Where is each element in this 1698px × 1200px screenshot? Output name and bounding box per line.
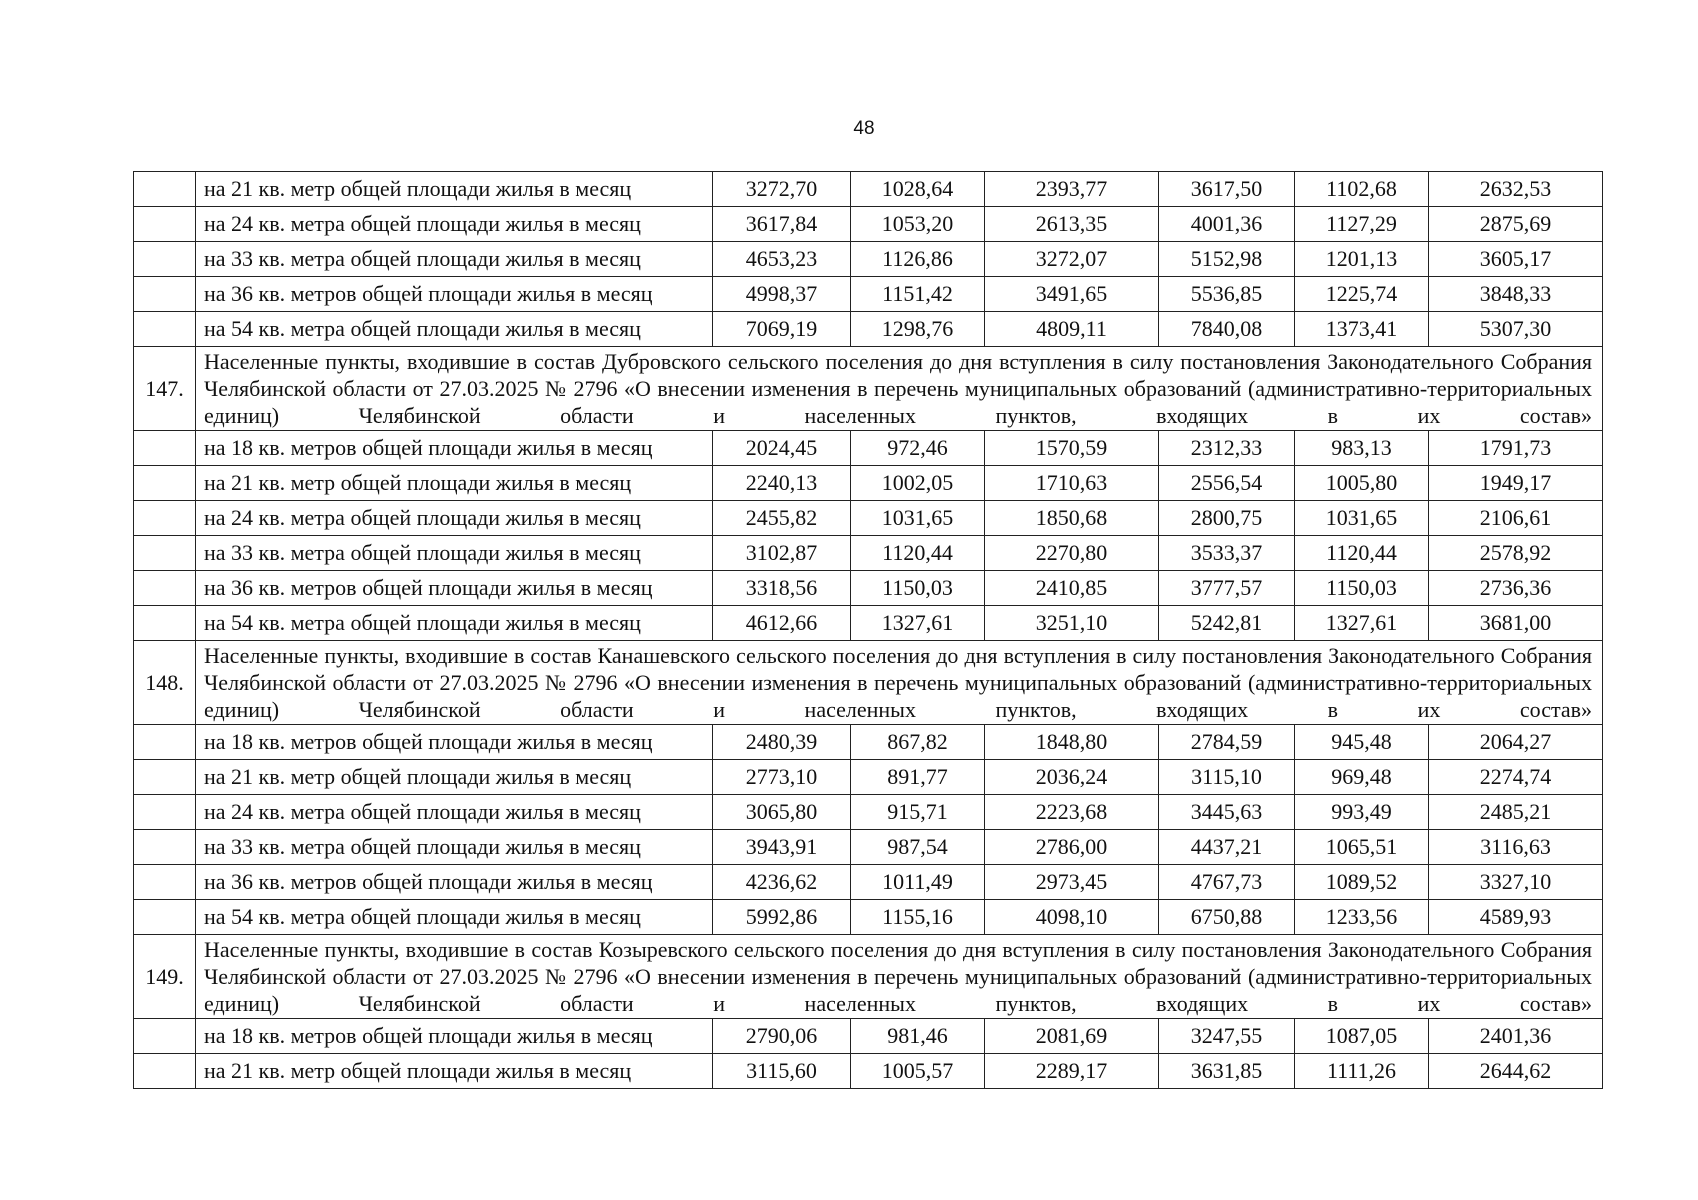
- table-row: [134, 242, 1603, 277]
- rates-table-body: [134, 172, 1603, 1089]
- row-label: на 18 кв. метров общей площади жилья в месяц: [196, 1019, 713, 1054]
- row-label: на 54 кв. метра общей площади жилья в месяц: [196, 900, 713, 935]
- row-label: на 24 кв. метра общей площади жилья в месяц: [196, 795, 713, 830]
- row-label: на 21 кв. метр общей площади жилья в месяц: [196, 466, 713, 501]
- value-cell: 2106,61: [1429, 501, 1603, 536]
- value-cell: 7840,08: [1159, 312, 1295, 347]
- row-index-cell: [134, 242, 196, 277]
- row-index-cell: [134, 172, 196, 207]
- value-cell: 2480,39: [713, 725, 851, 760]
- section-heading-text: Населенные пункты, входившие в состав Козыревского сельского поселения до дня вступления в силу постановления Законодательного Собрания Челябинской области от 27.03.2025 № 2796 «О внесении изменения в перечень муниципальных образований (административно-территориальных единиц) Челябинской области и населенных пунктов, входящих в их состав»: [196, 935, 1603, 1019]
- value-cell: 2223,68: [985, 795, 1159, 830]
- row-index-cell: [134, 431, 196, 466]
- value-cell: 1201,13: [1295, 242, 1429, 277]
- row-index-cell: [134, 900, 196, 935]
- row-index-cell: [134, 207, 196, 242]
- table-row: [134, 431, 1603, 466]
- value-cell: 3272,70: [713, 172, 851, 207]
- value-cell: 3777,57: [1159, 571, 1295, 606]
- section-index: 149.: [134, 935, 196, 1019]
- value-cell: 3681,00: [1429, 606, 1603, 641]
- rates-table: [133, 171, 1603, 1089]
- row-label: на 18 кв. метров общей площади жилья в месяц: [196, 431, 713, 466]
- value-cell: 2773,10: [713, 760, 851, 795]
- value-cell: 4437,21: [1159, 830, 1295, 865]
- section-heading-row: [134, 347, 1603, 431]
- value-cell: 2578,92: [1429, 536, 1603, 571]
- value-cell: 1710,63: [985, 466, 1159, 501]
- value-cell: 867,82: [851, 725, 985, 760]
- row-label: на 36 кв. метров общей площади жилья в месяц: [196, 865, 713, 900]
- table-row: [134, 795, 1603, 830]
- value-cell: 1327,61: [851, 606, 985, 641]
- section-index: 148.: [134, 641, 196, 725]
- section-index: 147.: [134, 347, 196, 431]
- row-label: на 36 кв. метров общей площади жилья в месяц: [196, 277, 713, 312]
- table-row: [134, 606, 1603, 641]
- row-label: на 54 кв. метра общей площади жилья в месяц: [196, 312, 713, 347]
- value-cell: 3631,85: [1159, 1054, 1295, 1089]
- value-cell: 1005,57: [851, 1054, 985, 1089]
- value-cell: 3115,10: [1159, 760, 1295, 795]
- value-cell: 4236,62: [713, 865, 851, 900]
- value-cell: 969,48: [1295, 760, 1429, 795]
- value-cell: 945,48: [1295, 725, 1429, 760]
- value-cell: 1791,73: [1429, 431, 1603, 466]
- value-cell: 1949,17: [1429, 466, 1603, 501]
- value-cell: 3065,80: [713, 795, 851, 830]
- value-cell: 1850,68: [985, 501, 1159, 536]
- value-cell: 1155,16: [851, 900, 985, 935]
- value-cell: 1225,74: [1295, 277, 1429, 312]
- value-cell: 2312,33: [1159, 431, 1295, 466]
- row-index-cell: [134, 277, 196, 312]
- value-cell: 2632,53: [1429, 172, 1603, 207]
- value-cell: 1053,20: [851, 207, 985, 242]
- value-cell: 2274,74: [1429, 760, 1603, 795]
- value-cell: 983,13: [1295, 431, 1429, 466]
- value-cell: 1373,41: [1295, 312, 1429, 347]
- value-cell: 2455,82: [713, 501, 851, 536]
- value-cell: 2800,75: [1159, 501, 1295, 536]
- value-cell: 2784,59: [1159, 725, 1295, 760]
- table-row: [134, 172, 1603, 207]
- row-label: на 18 кв. метров общей площади жилья в месяц: [196, 725, 713, 760]
- value-cell: 3251,10: [985, 606, 1159, 641]
- value-cell: 6750,88: [1159, 900, 1295, 935]
- value-cell: 1126,86: [851, 242, 985, 277]
- value-cell: 2644,62: [1429, 1054, 1603, 1089]
- row-index-cell: [134, 830, 196, 865]
- section-heading-row: [134, 935, 1603, 1019]
- value-cell: 2410,85: [985, 571, 1159, 606]
- value-cell: 3247,55: [1159, 1019, 1295, 1054]
- table-row: [134, 277, 1603, 312]
- value-cell: 2036,24: [985, 760, 1159, 795]
- row-index-cell: [134, 760, 196, 795]
- value-cell: 981,46: [851, 1019, 985, 1054]
- value-cell: 3848,33: [1429, 277, 1603, 312]
- row-label: на 54 кв. метра общей площади жилья в месяц: [196, 606, 713, 641]
- value-cell: 1002,05: [851, 466, 985, 501]
- value-cell: 1087,05: [1295, 1019, 1429, 1054]
- table-row: [134, 865, 1603, 900]
- value-cell: 2875,69: [1429, 207, 1603, 242]
- value-cell: 1089,52: [1295, 865, 1429, 900]
- value-cell: 4653,23: [713, 242, 851, 277]
- table-row: [134, 830, 1603, 865]
- value-cell: 4767,73: [1159, 865, 1295, 900]
- value-cell: 2736,36: [1429, 571, 1603, 606]
- value-cell: 915,71: [851, 795, 985, 830]
- value-cell: 1120,44: [1295, 536, 1429, 571]
- value-cell: 2401,36: [1429, 1019, 1603, 1054]
- value-cell: 1028,64: [851, 172, 985, 207]
- value-cell: 2081,69: [985, 1019, 1159, 1054]
- value-cell: 3318,56: [713, 571, 851, 606]
- table-row: [134, 466, 1603, 501]
- value-cell: 3605,17: [1429, 242, 1603, 277]
- value-cell: 1127,29: [1295, 207, 1429, 242]
- value-cell: 7069,19: [713, 312, 851, 347]
- table-row: [134, 501, 1603, 536]
- value-cell: 2289,17: [985, 1054, 1159, 1089]
- table-row: [134, 207, 1603, 242]
- value-cell: 5242,81: [1159, 606, 1295, 641]
- row-label: на 21 кв. метр общей площади жилья в месяц: [196, 1054, 713, 1089]
- row-index-cell: [134, 312, 196, 347]
- value-cell: 4098,10: [985, 900, 1159, 935]
- value-cell: 5536,85: [1159, 277, 1295, 312]
- table-row: [134, 536, 1603, 571]
- table-row: [134, 1019, 1603, 1054]
- value-cell: 3491,65: [985, 277, 1159, 312]
- value-cell: 4612,66: [713, 606, 851, 641]
- value-cell: 3617,50: [1159, 172, 1295, 207]
- value-cell: 1327,61: [1295, 606, 1429, 641]
- page-number: 48: [853, 118, 875, 139]
- table-row: [134, 312, 1603, 347]
- row-index-cell: [134, 606, 196, 641]
- value-cell: 3116,63: [1429, 830, 1603, 865]
- value-cell: 5992,86: [713, 900, 851, 935]
- value-cell: 891,77: [851, 760, 985, 795]
- value-cell: 987,54: [851, 830, 985, 865]
- value-cell: 2973,45: [985, 865, 1159, 900]
- section-heading-text: Населенные пункты, входившие в состав Дубровского сельского поселения до дня вступления в силу постановления Законодательного Собрания Челябинской области от 27.03.2025 № 2796 «О внесении изменения в перечень муниципальных образований (административно-территориальных единиц) Челябинской области и населенных пунктов, входящих в их состав»: [196, 347, 1603, 431]
- row-index-cell: [134, 466, 196, 501]
- value-cell: 1570,59: [985, 431, 1159, 466]
- row-index-cell: [134, 536, 196, 571]
- value-cell: 1011,49: [851, 865, 985, 900]
- value-cell: 2786,00: [985, 830, 1159, 865]
- row-index-cell: [134, 865, 196, 900]
- table-row: [134, 1054, 1603, 1089]
- value-cell: 1031,65: [851, 501, 985, 536]
- value-cell: 2064,27: [1429, 725, 1603, 760]
- table-row: [134, 760, 1603, 795]
- value-cell: 4001,36: [1159, 207, 1295, 242]
- row-index-cell: [134, 1054, 196, 1089]
- value-cell: 2240,13: [713, 466, 851, 501]
- section-heading-row: [134, 641, 1603, 725]
- row-label: на 33 кв. метра общей площади жилья в месяц: [196, 830, 713, 865]
- value-cell: 3327,10: [1429, 865, 1603, 900]
- value-cell: 4809,11: [985, 312, 1159, 347]
- value-cell: 2613,35: [985, 207, 1159, 242]
- value-cell: 1150,03: [1295, 571, 1429, 606]
- value-cell: 1848,80: [985, 725, 1159, 760]
- value-cell: 3943,91: [713, 830, 851, 865]
- row-index-cell: [134, 1019, 196, 1054]
- table-row: [134, 725, 1603, 760]
- row-label: на 24 кв. метра общей площади жилья в месяц: [196, 501, 713, 536]
- row-label: на 33 кв. метра общей площади жилья в месяц: [196, 536, 713, 571]
- value-cell: 3102,87: [713, 536, 851, 571]
- value-cell: 5152,98: [1159, 242, 1295, 277]
- value-cell: 3617,84: [713, 207, 851, 242]
- row-label: на 33 кв. метра общей площади жилья в месяц: [196, 242, 713, 277]
- row-index-cell: [134, 795, 196, 830]
- value-cell: 3445,63: [1159, 795, 1295, 830]
- value-cell: 3115,60: [713, 1054, 851, 1089]
- value-cell: 1102,68: [1295, 172, 1429, 207]
- section-heading-text: Населенные пункты, входившие в состав Канашевского сельского поселения до дня вступления в силу постановления Законодательного Собрания Челябинской области от 27.03.2025 № 2796 «О внесении изменения в перечень муниципальных образований (административно-территориальных единиц) Челябинской области и населенных пунктов, входящих в их состав»: [196, 641, 1603, 725]
- value-cell: 1298,76: [851, 312, 985, 347]
- value-cell: 1151,42: [851, 277, 985, 312]
- row-label: на 36 кв. метров общей площади жилья в месяц: [196, 571, 713, 606]
- table-row: [134, 900, 1603, 935]
- row-index-cell: [134, 571, 196, 606]
- value-cell: 1065,51: [1295, 830, 1429, 865]
- row-label: на 21 кв. метр общей площади жилья в месяц: [196, 172, 713, 207]
- row-index-cell: [134, 725, 196, 760]
- value-cell: 4998,37: [713, 277, 851, 312]
- value-cell: 3272,07: [985, 242, 1159, 277]
- value-cell: 972,46: [851, 431, 985, 466]
- value-cell: 1005,80: [1295, 466, 1429, 501]
- value-cell: 1150,03: [851, 571, 985, 606]
- value-cell: 2024,45: [713, 431, 851, 466]
- value-cell: 2270,80: [985, 536, 1159, 571]
- value-cell: 1233,56: [1295, 900, 1429, 935]
- value-cell: 3533,37: [1159, 536, 1295, 571]
- value-cell: 4589,93: [1429, 900, 1603, 935]
- value-cell: 5307,30: [1429, 312, 1603, 347]
- row-label: на 24 кв. метра общей площади жилья в месяц: [196, 207, 713, 242]
- value-cell: 2790,06: [713, 1019, 851, 1054]
- value-cell: 2485,21: [1429, 795, 1603, 830]
- value-cell: 1031,65: [1295, 501, 1429, 536]
- value-cell: 993,49: [1295, 795, 1429, 830]
- value-cell: 2393,77: [985, 172, 1159, 207]
- value-cell: 1111,26: [1295, 1054, 1429, 1089]
- row-index-cell: [134, 501, 196, 536]
- value-cell: 1120,44: [851, 536, 985, 571]
- value-cell: 2556,54: [1159, 466, 1295, 501]
- row-label: на 21 кв. метр общей площади жилья в месяц: [196, 760, 713, 795]
- table-row: [134, 571, 1603, 606]
